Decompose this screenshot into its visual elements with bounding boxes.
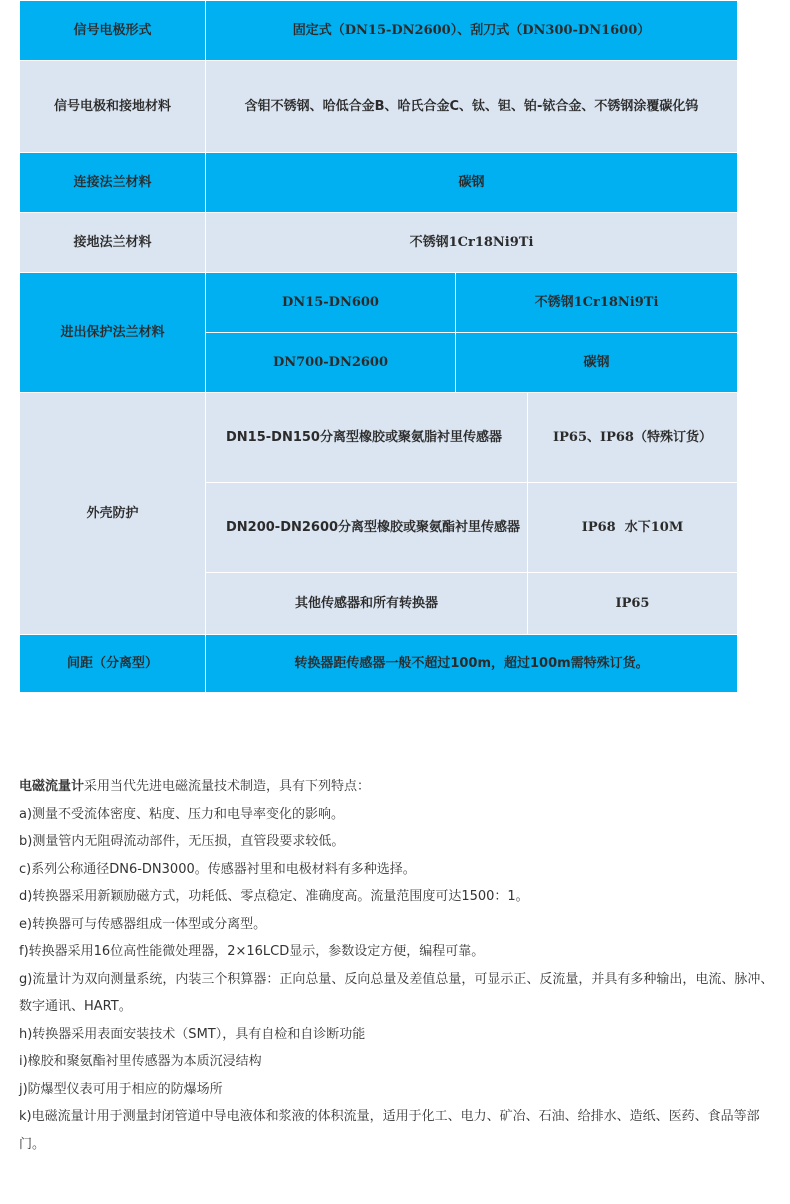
feature-item: f)转换器采用16位高性能微处理器，2×16LCD显示，参数设定方便，编程可靠。 <box>19 944 485 959</box>
row-label-electrode-material: 信号电极和接地材料 <box>20 61 206 153</box>
enclosure-desc: DN15-DN150分离型橡胶或聚氨脂衬里传感器 <box>206 393 528 483</box>
row-label-ground-flange: 接地法兰材料 <box>20 213 206 273</box>
row-value-distance: 转换器距传感器一般不超过100m，超过100m需特殊订货。 <box>206 635 738 693</box>
row-label-electrode-type: 信号电极形式 <box>20 1 206 61</box>
table-row <box>20 393 738 483</box>
row-label-protect-flange: 进出保护法兰材料 <box>20 273 206 393</box>
spec-table <box>19 0 738 693</box>
enclosure-desc: DN200-DN2600分离型橡胶或聚氨酯衬里传感器 <box>206 483 528 573</box>
enclosure-rating: IP65、IP68（特殊订货） <box>528 393 738 483</box>
feature-item: i)橡胶和聚氨酯衬里传感器为本质沉浸结构 <box>19 1054 262 1069</box>
feature-item: h)转换器采用表面安装技术（SMT），具有自检和自诊断功能 <box>19 1026 366 1042</box>
features-intro-bold: 电磁流量计 <box>19 779 85 794</box>
table-row <box>20 61 738 153</box>
features-section <box>19 773 779 1158</box>
feature-item: g)流量计为双向测量系统，内装三个积算器：正向总量、反向总量及差值总量，可显示正、反流量，并具有多种输出，电流、脉冲、数字通讯、HART。 <box>19 971 774 1014</box>
enclosure-rating: IP68 水下10M <box>528 483 738 573</box>
row-value-electrode-type: 固定式（DN15-DN2600）、刮刀式（DN300-DN1600） <box>206 1 738 61</box>
row-value-connect-flange: 碳钢 <box>206 153 738 213</box>
features-intro <box>19 773 779 801</box>
features-intro-text: 采用当代先进电磁流量技术制造，具有下列特点： <box>84 779 371 794</box>
protect-flange-size: DN15-DN600 <box>206 273 456 333</box>
feature-item: d)转换器采用新颖励磁方式，功耗低、零点稳定、准确度高。流量范围度可达1500：1。 <box>19 889 529 904</box>
table-row <box>20 213 738 273</box>
table-row <box>20 1 738 61</box>
enclosure-desc: 其他传感器和所有转换器 <box>206 573 528 635</box>
table-row <box>20 273 738 333</box>
protect-flange-size: DN700-DN2600 <box>206 333 456 393</box>
feature-item: a)测量不受流体密度、粘度、压力和电导率变化的影响。 <box>19 806 345 822</box>
row-value-ground-flange: 不锈钢1Cr18Ni9Ti <box>206 213 738 273</box>
feature-item: c)系列公称通径DN6-DN3000。传感器衬里和电极材料有多种选择。 <box>19 861 416 877</box>
table-row <box>20 635 738 693</box>
feature-item: b)测量管内无阻碍流动部件，无压损，直管段要求较低。 <box>19 834 345 849</box>
row-label-distance: 间距（分离型） <box>20 635 206 693</box>
enclosure-rating: IP65 <box>528 573 738 635</box>
row-label-connect-flange: 连接法兰材料 <box>20 153 206 213</box>
protect-flange-material: 碳钢 <box>456 333 738 393</box>
feature-item: k)电磁流量计用于测量封闭管道中导电液体和浆液的体积流量，适用于化工、电力、矿冶、石油、给排水、造纸、医药、食品等部门。 <box>19 1109 760 1152</box>
protect-flange-material: 不锈钢1Cr18Ni9Ti <box>456 273 738 333</box>
row-label-enclosure: 外壳防护 <box>20 393 206 635</box>
feature-item: e)转换器可与传感器组成一体型或分离型。 <box>19 916 267 932</box>
feature-item: j)防爆型仪表可用于相应的防爆场所 <box>19 1081 223 1097</box>
row-value-electrode-material: 含钼不锈钢、哈低合金B、哈氏合金C、钛、钽、铂-铱合金、不锈钢涂覆碳化钨 <box>206 61 738 153</box>
table-row <box>20 153 738 213</box>
